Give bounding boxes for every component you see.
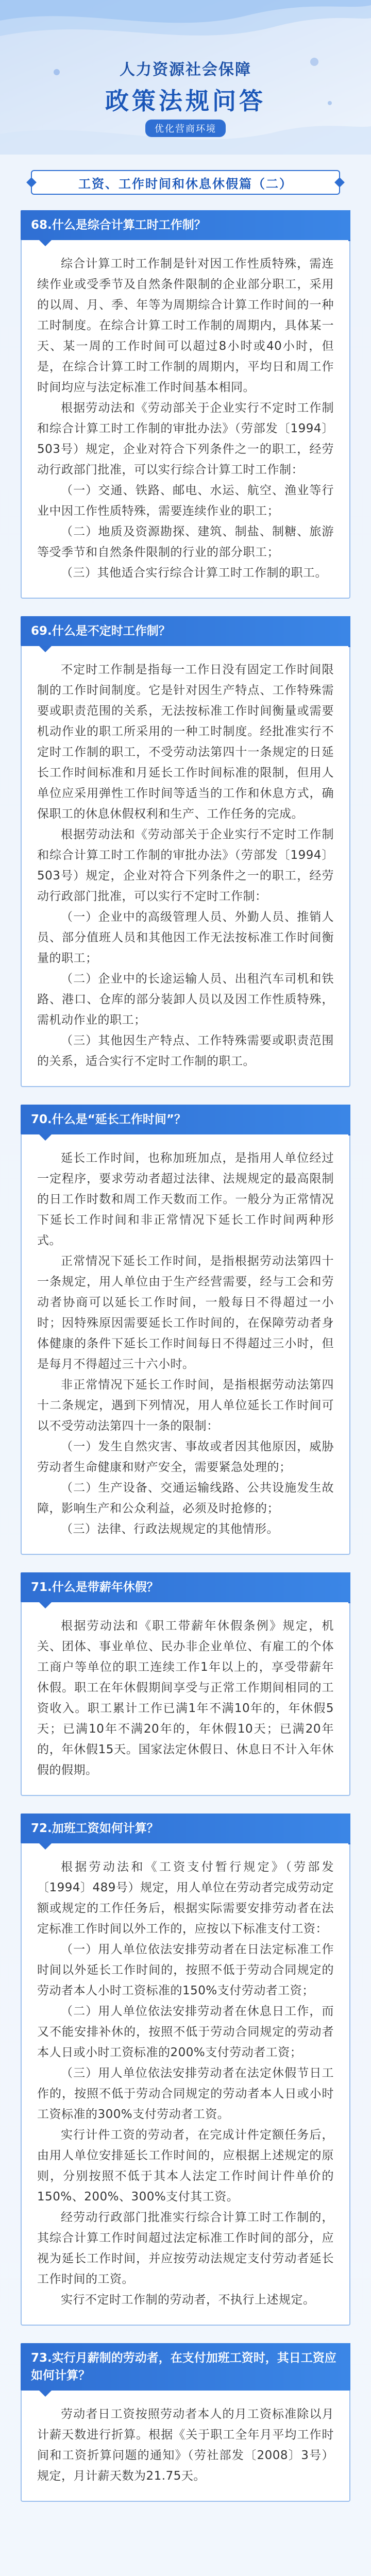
answer-paragraph: （三）法律、行政法规规定的其他情形。 <box>61 1522 279 1536</box>
question-title <box>21 210 350 240</box>
answer-paragraph: 延长工作时间，也称加班加点，是指用人单位经过一定程序，要求劳动者超过法律、法规规定的最高限制的日工作时数和周工作天数而工作。一般分为正常情况下延长工作时间和非正常情况下延长工作时间两种形式。 <box>37 1151 334 1247</box>
answer-paragraph: 根据劳动法和《职工带薪年休假条例》规定，机关、团体、事业单位、民办非企业单位、有雇工的个体工商户等单位的职工连续工作1年以上的，享受带薪年休假。职工在年休假期间享受与正常工作期间相同的工资收入。职工累计工作已满1年不满10年的，年休假5天；已满10年不满20年的，年休假10天；已满20年的，年休假15天。国家法定休假日、休息日不计入年休假的假期。 <box>37 1619 334 1777</box>
answer-paragraph: （二）企业中的长途运输人员、出租汽车司机和铁路、港口、仓库的部分装卸人员以及因工作性质特殊，需机动作业的职工； <box>37 972 334 1027</box>
question-card-69 <box>21 616 350 1087</box>
page-title: 政策法规问答 <box>105 87 266 115</box>
question-card-72 <box>21 1814 350 2326</box>
answer-paragraph: 综合计算工时工作制是针对因工作性质特殊，需连续作业或受季节及自然条件限制的企业部分职工，采用的以周、月、季、年等为周期综合计算工作时间的一种工时制度。在综合计算工时工作制的周期内，具体某一天、某一周的工作时间可以超过8小时或40小时，但是，在综合计算工时工作制的周期内，平均日和周工作时间均应与法定标准工作时间基本相同。 <box>37 257 334 394</box>
answer-paragraph: （一）企业中的高级管理人员、外勤人员、推销人员、部分值班人员和其他因工作无法按标准工作时间衡量的职工； <box>37 910 334 965</box>
answer-paragraph: 实行计件工资的劳动者，在完成计件定额任务后，由用人单位安排延长工作时间的，应根据上述规定的原则，分别按照不低于其本人法定工作时间计件单价的150%、200%、300%支付其工资。 <box>37 2128 334 2204</box>
answer-paragraph: （一）发生自然灾害、事故或者因其他原因，威胁劳动者生命健康和财产安全，需要紧急处理的； <box>37 1440 334 1474</box>
answer-paragraph: （二）地质及资源勘探、建筑、制盐、制糖、旅游等受季节和自然条件限制的行业的部分职工； <box>37 525 334 559</box>
pointer-triangle-icon <box>39 1602 52 1608</box>
answer-paragraph: 不定时工作制是指每一工作日没有固定工作时间限制的工作时间制度。它是针对因生产特点、工作特殊需要或职责范围的关系，无法按标准工作时间衡量或需要机动作业的职工所采用的一种工时制度。经批准实行不定时工作制的职工，不受劳动法第四十一条规定的日延长工作时间标准和月延长工作时间标准的限制，但用人单位应采用弹性工作时间等适当的工作和休息方式，确保职工的休息休假权利和生产、工作任务的完成。 <box>37 663 334 821</box>
question-card-70 <box>21 1105 350 1555</box>
answer-paragraph: （二）生产设备、交通运输线路、公共设施发生故障，影响生产和公众利益，必须及时抢修的； <box>37 1481 334 1515</box>
answer-paragraph: 劳动者日工资按照劳动者本人的月工资标准除以月计薪天数进行折算。根据《关于职工全年月平均工作时间和工资折算问题的通知》（劳社部发〔2008〕3号）规定，月计薪天数为21.75天。 <box>37 2408 334 2483</box>
question-title-text: 68.什么是综合计算工时工作制？ <box>31 218 206 232</box>
pointer-triangle-icon <box>39 646 52 652</box>
section-title: 工资、工作时间和休息休假篇（二） <box>78 176 293 191</box>
question-title-text: 72.加班工资如何计算？ <box>31 1822 159 1835</box>
header-text <box>0 57 371 137</box>
answer-paragraph: （一）交通、铁路、邮电、水运、航空、渔业等行业中因工作性质特殊，需要连续作业的职工； <box>37 484 334 518</box>
answer-body <box>22 1602 349 1795</box>
question-title <box>21 2343 350 2391</box>
question-title <box>21 616 350 646</box>
header <box>0 0 371 155</box>
answer-paragraph: 非正常情况下延长工作时间，是指根据劳动法第四十二条规定，遇到下列情况，用人单位延长工作时间可以不受劳动法第四十一条的限制： <box>37 1378 334 1433</box>
answer-body <box>22 1134 349 1554</box>
question-title <box>21 1814 350 1843</box>
diamond-left-icon <box>26 177 37 188</box>
pointer-triangle-icon <box>39 240 52 246</box>
answer-paragraph: 正常情况下延长工作时间，是指根据劳动法第四十一条规定，用人单位由于生产经营需要，经与工会和劳动者协商可以延长工作时间，一般每日不得超过一小时；因特殊原因需要延长工作时间的，在保障劳动者身体健康的条件下延长工作时间每日不得超过三小时，但是每月不得超过三十六小时。 <box>37 1255 334 1371</box>
answer-paragraph: （三）用人单位依法安排劳动者在法定休假节日工作的，按照不低于劳动合同规定的劳动者本人日或小时工资标准的300%支付劳动者工资。 <box>37 2066 334 2121</box>
answer-paragraph: 根据劳动法和《劳动部关于企业实行不定时工作制和综合计算工时工作制的审批办法》（劳部发〔1994〕503号）规定，企业对符合下列条件之一的职工，经劳动行政部门批准，可以实行综合计算工时工作制： <box>37 401 334 477</box>
question-card-68 <box>21 210 350 599</box>
answer-body <box>22 2391 349 2501</box>
question-title-text: 71.什么是带薪年休假？ <box>31 1581 159 1594</box>
answer-paragraph: 根据劳动法和《劳动部关于企业实行不定时工作制和综合计算工时工作制的审批办法》（劳部发〔1994〕503号）规定，企业对符合下列条件之一的职工，经劳动行政部门批准，可以实行不定时工作制： <box>37 828 334 903</box>
answer-paragraph: 经劳动行政部门批准实行综合计算工时工作制的，其综合计算工作时间超过法定标准工作时间的部分，应视为延长工作时间，并应按劳动法规定支付劳动者延长工作时间的工资。 <box>37 2211 334 2286</box>
question-card-71 <box>21 1572 350 1796</box>
question-title-text: 69.什么是不定时工作制？ <box>31 624 171 638</box>
section-banner <box>31 170 340 195</box>
pointer-triangle-icon <box>39 1134 52 1141</box>
answer-body <box>22 1843 349 2325</box>
org-name: 人力资源社会保障 <box>120 61 251 79</box>
question-card-73 <box>21 2343 350 2502</box>
answer-paragraph: （二）用人单位依法安排劳动者在休息日工作，而又不能安排补休的，按照不低于劳动合同规定的劳动者本人日或小时工资标准的200%支付劳动者工资； <box>37 2005 334 2059</box>
answer-paragraph: 根据劳动法和《工资支付暂行规定》（劳部发〔1994〕489号）规定，用人单位在劳动者完成劳动定额或规定的工作任务后，根据实际需要安排劳动者在法定标准工作时间以外工作的，应按以下标准支付工资： <box>37 1860 334 1936</box>
answer-body <box>22 646 349 1086</box>
pointer-triangle-icon <box>39 1843 52 1850</box>
question-title-text: 73.实行月薪制的劳动者，在支付加班工资时，其日工资应如何计算？ <box>31 2351 336 2382</box>
answer-paragraph: （三）其他因生产特点、工作特殊需要或职责范围的关系，适合实行不定时工作制的职工。 <box>37 1034 334 1068</box>
answer-body <box>22 240 349 598</box>
diamond-right-icon <box>334 177 345 188</box>
question-title-text: 70.什么是“延长工作时间”？ <box>31 1113 186 1126</box>
header-tag-badge: 优化营商环境 <box>145 120 226 137</box>
question-title <box>21 1105 350 1134</box>
pointer-triangle-icon <box>39 2391 52 2397</box>
answer-paragraph: （一）用人单位依法安排劳动者在日法定标准工作时间以外延长工作时间的，按照不低于劳动合同规定的劳动者本人小时工资标准的150%支付劳动者工资； <box>37 1943 334 1997</box>
answer-paragraph: （三）其他适合实行综合计算工时工作制的职工。 <box>61 566 327 580</box>
answer-paragraph: 实行不定时工作制的劳动者，不执行上述规定。 <box>61 2293 315 2307</box>
question-title <box>21 1572 350 1602</box>
